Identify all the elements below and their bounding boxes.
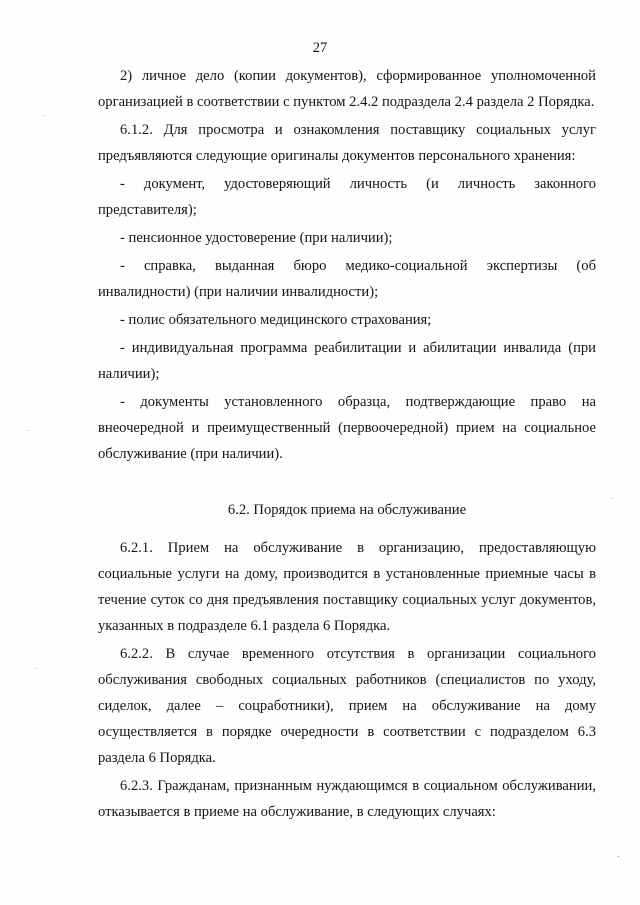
scan-speck xyxy=(36,668,37,669)
paragraph-6-2-1: 6.2.1. Прием на обслуживание в организацию, предоставляющую социальные услуги на дому, производится в установленные приемные часы в течение суток со дня предъявления поставщику социальных услуг документов, указанных в подразделе 6.1 раздела 6 Порядка. xyxy=(98,540,596,634)
scan-speck xyxy=(618,856,619,857)
paragraph-personal-file: 2) личное дело (копии документов), сформированное уполномоченной организацией в соответствии с пунктом 2.4.2 подраздела 2.4 раздела 2 Порядка. xyxy=(98,68,596,110)
list-item-disability-certificate: - справка, выданная бюро медико-социальной экспертизы (об инвалидности) (при наличии инвалидности); xyxy=(98,258,596,300)
section-heading-6-2: 6.2. Порядок приема на обслуживание xyxy=(227,502,467,518)
list-item-rehabilitation-program: - индивидуальная программа реабилитации и абилитации инвалида (при наличии); xyxy=(98,340,596,382)
paragraph-6-1-2: 6.1.2. Для просмотра и ознакомления поставщику социальных услуг предъявляются следующие оригиналы документов персонального хранения: xyxy=(98,122,596,164)
scan-speck xyxy=(612,498,613,499)
document-body xyxy=(98,63,596,827)
page-number: 27 xyxy=(312,40,328,56)
list-item-priority-documents: - документы установленного образца, подтверждающие право на внеочередной и преимущественный (первоочередной) прием на социальное обслуживание (при наличии). xyxy=(98,394,596,462)
paragraph-6-2-3: 6.2.3. Гражданам, признанным нуждающимся в социальном обслуживании, отказывается в приеме на обслуживание, в следующих случаях: xyxy=(98,778,596,820)
scan-speck xyxy=(28,430,29,431)
list-item-pension-certificate: - пенсионное удостоверение (при наличии); xyxy=(120,230,393,246)
paragraph-6-2-2: 6.2.2. В случае временного отсутствия в организации социального обслуживания свободных социальных работников (специалистов по уходу, сиделок, далее – соцработники), прием на обслуживание на дому осуществляется в порядке очередности в соответствии с подразделом 6.3 раздела 6 Порядка. xyxy=(98,646,596,766)
scan-speck xyxy=(43,115,44,116)
list-item-medical-insurance: - полис обязательного медицинского страхования; xyxy=(120,312,432,328)
list-item-identity-document: - документ, удостоверяющий личность (и личность законного представителя); xyxy=(98,176,596,218)
